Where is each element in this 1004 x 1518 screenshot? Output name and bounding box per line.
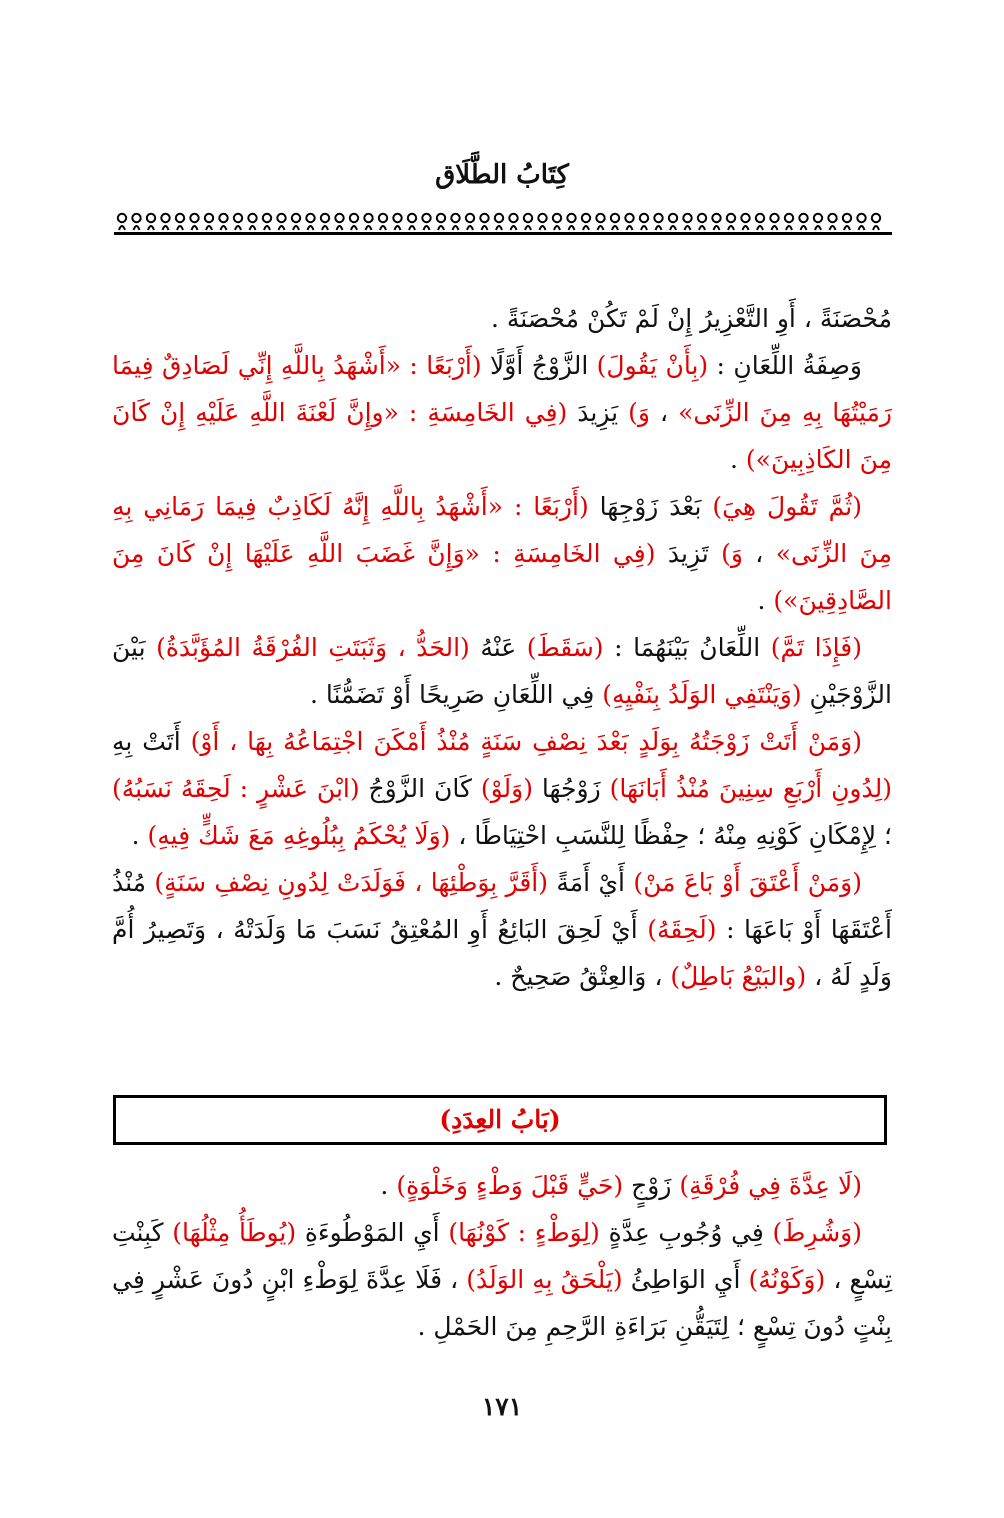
paragraph bbox=[112, 624, 892, 718]
matn-text: (أَقَرَّ بِوَطْئِهَا ، فَوَلَدَتْ لِدُونِ نِصْفِ سَنَةٍ) bbox=[154, 868, 549, 897]
paragraph bbox=[112, 718, 892, 859]
matn-text: (حَيٍّ قَبْلَ وَطْءٍ وَخَلْوَةٍ) bbox=[396, 1171, 624, 1200]
paragraph bbox=[112, 1209, 892, 1350]
sharh-text: أَيْ أَمَةً bbox=[548, 868, 634, 897]
matn-text: (سَقَطَ) bbox=[526, 633, 604, 662]
matn-text: (وَكَوْنُهُ) bbox=[748, 1265, 826, 1294]
sharh-text: بَعْدَ زَوْجِهَا bbox=[588, 492, 713, 521]
matn-text: (لَحِقَهُ) bbox=[647, 915, 717, 944]
sharh-text: كَانَ الزَّوْجُ bbox=[359, 774, 481, 803]
sharh-text: مُحْصَنَةً ، أَوِ التَّعْزِيرُ إِنْ لَمْ تَكُنْ مُحْصَنَةً . bbox=[491, 304, 892, 333]
matn-text: (وَمَنْ أَعْتَقَ أَوْ بَاعَ مَنْ) bbox=[633, 868, 862, 897]
matn-text: (والبَيْعُ بَاطِلٌ) bbox=[670, 962, 807, 991]
paragraph bbox=[112, 859, 892, 1000]
matn-text: (لَا عِدَّةَ فِي فُرْقَةِ) bbox=[679, 1171, 862, 1200]
matn-text: (فَإِذَا تَمَّ) bbox=[770, 633, 862, 662]
sharh-text: زَوْجٍ bbox=[623, 1171, 680, 1200]
chapter-title: (بَابُ العِدَدِ) bbox=[439, 1105, 561, 1134]
matn-text: (بِأَنْ يَقُولَ) bbox=[596, 351, 709, 380]
page-number: ١٧١ bbox=[481, 1392, 523, 1421]
sharh-text: بَيْنَ الزَّوْجَيْنِ bbox=[112, 633, 892, 709]
sharh-text: أَيِ الوَاطِئُ bbox=[622, 1265, 749, 1294]
sharh-text: وَصِفَةُ اللِّعَانِ : bbox=[708, 351, 862, 380]
sharh-text: ، bbox=[742, 539, 776, 568]
matn-text: (وَلَوْ) bbox=[480, 774, 533, 803]
sharh-text: الزَّوْجُ أَوَّلًا bbox=[481, 351, 597, 380]
book-title: كِتَابُ الطَّلَاق bbox=[435, 160, 569, 190]
matn-text: (ثُمَّ تَقُولَ هِيَ) bbox=[712, 492, 862, 521]
sharh-text: ، فَلَا عِدَّةَ لِوَطْءِ ابْنٍ دُونَ عَشْرٍ فِي بِنْتٍ دُونَ تِسْعٍ ؛ لِتَيَقُّنِ بَرَاءَةِ الرَّحِمِ مِنَ الحَمْلِ . bbox=[112, 1265, 892, 1341]
matn-text: (يُوطَأُ مِثْلُهَا) bbox=[172, 1218, 297, 1247]
sharh-text: فِي اللِّعَانِ صَرِيحًا أَوْ تَضَمُّنًا . bbox=[309, 680, 603, 709]
main-text-block-1 bbox=[112, 295, 892, 1000]
sharh-text: أَيْ لَحِقَ البَائِعُ أَوِ المُعْتِقُ نَسَبَ مَا وَلَدَتْهُ ، وَتَصِيرُ أُمَّ وَلَدٍ لَهُ ، bbox=[112, 915, 892, 991]
sharh-text: ، bbox=[649, 398, 679, 427]
paragraph bbox=[112, 1162, 892, 1209]
matn-text: (وَيَنْتَفِي الوَلَدُ بِنَفْيِهِ) bbox=[602, 680, 802, 709]
matn-text: (وَلَا يُحْكَمُ بِبُلُوغِهِ مَعَ شَكٍّ فِيهِ) bbox=[147, 821, 451, 850]
main-text-block-2 bbox=[112, 1162, 892, 1350]
matn-text: (لِوَطْءٍ : كَوْنُهَا) bbox=[448, 1218, 600, 1247]
paragraph bbox=[112, 295, 892, 342]
matn-text: (فِي الخَامِسَةِ : «وَإِنَّ غَضَبَ اللَّهِ عَلَيْهَا إِنْ كَانَ مِنَ الصَّادِقِينَ») bbox=[112, 539, 892, 615]
paragraph bbox=[112, 483, 892, 624]
paragraph bbox=[112, 342, 892, 483]
sharh-text: . bbox=[380, 1171, 397, 1200]
matn-text: (فِي الخَامِسَةِ : «وإِنَّ لَعْنَةَ اللَّهِ عَلَيْهِ إِنْ كَانَ مِنَ الكَاذِبِينَ») bbox=[112, 398, 892, 474]
sharh-text: اللِّعَانُ بَيْنَهُمَا : bbox=[603, 633, 771, 662]
sharh-text: ؛ لِإِمْكَانِ كَوْنِهِ مِنْهُ ؛ حِفْظًا لِلنَّسَبِ احْتِيَاطًا ، bbox=[450, 821, 892, 850]
sharh-text: عَنْهُ bbox=[469, 633, 527, 662]
sharh-text: . bbox=[757, 586, 774, 615]
sharh-text: ، وَالعِتْقُ صَحِيحٌ . bbox=[494, 962, 671, 991]
chapter-heading-box bbox=[113, 1095, 887, 1145]
sharh-text: أَتَتْ بِهِ bbox=[112, 727, 191, 756]
matn-text: وَ) bbox=[721, 539, 743, 568]
matn-text: (أَرْبَعًا : «أَشْهَدُ بِاللَّهِ إِنِّي لَصَادِقٌ فِيمَا رَمَيْتُهَا بِهِ مِنَ الزِّنَى» bbox=[112, 351, 893, 427]
sharh-text: كَبِنْتِ تِسْعٍ ، bbox=[112, 1218, 893, 1294]
sharh-text: تَزِيدَ bbox=[655, 539, 722, 568]
sharh-text: فِي وُجُوبِ عِدَّةٍ bbox=[599, 1218, 773, 1247]
matn-text: (وَمَنْ أَتَتْ زَوْجَتُهُ بِوَلَدٍ بَعْدَ نِصْفِ سَنَةٍ مُنْذُ أَمْكَنَ اجْتِمَاعُهُ بِهَا ، أَوْ) bbox=[190, 727, 862, 756]
sharh-text: يَزِيدَ bbox=[567, 398, 629, 427]
matn-text: (ابْنَ عَشْرٍ : لَحِقَهُ نَسَبُهُ) bbox=[112, 774, 360, 803]
matn-text: (أَرْبَعًا : «أَشْهَدُ بِاللَّهِ إِنَّهُ لَكَاذِبٌ فِيمَا رَمَانِي بِهِ مِنَ الزِّنَى» bbox=[112, 492, 892, 568]
matn-text: (يَلْحَقُ بِهِ الوَلَدُ) bbox=[466, 1265, 623, 1294]
matn-text: (وَشُرِطَ) bbox=[772, 1218, 862, 1247]
sharh-text: . bbox=[131, 821, 148, 850]
sharh-text: زَوْجُهَا bbox=[532, 774, 610, 803]
decorative-border-ornament bbox=[114, 208, 892, 238]
matn-text: (الحَدُّ ، وَثَبَتَتِ الفُرْقَةُ المُؤَبَّدَةُ) bbox=[156, 633, 470, 662]
sharh-text: أَيِ المَوْطُوءَةِ bbox=[296, 1218, 449, 1247]
matn-text: وَ) bbox=[628, 398, 650, 427]
sharh-text: . bbox=[730, 445, 746, 474]
matn-text: (لِدُونِ أَرْبَعِ سِنِينَ مُنْذُ أَبَانَهَا) bbox=[609, 774, 892, 803]
sharh-text: مُنْذُ أَعْتَقَهَا أَوْ بَاعَهَا : bbox=[112, 868, 892, 944]
